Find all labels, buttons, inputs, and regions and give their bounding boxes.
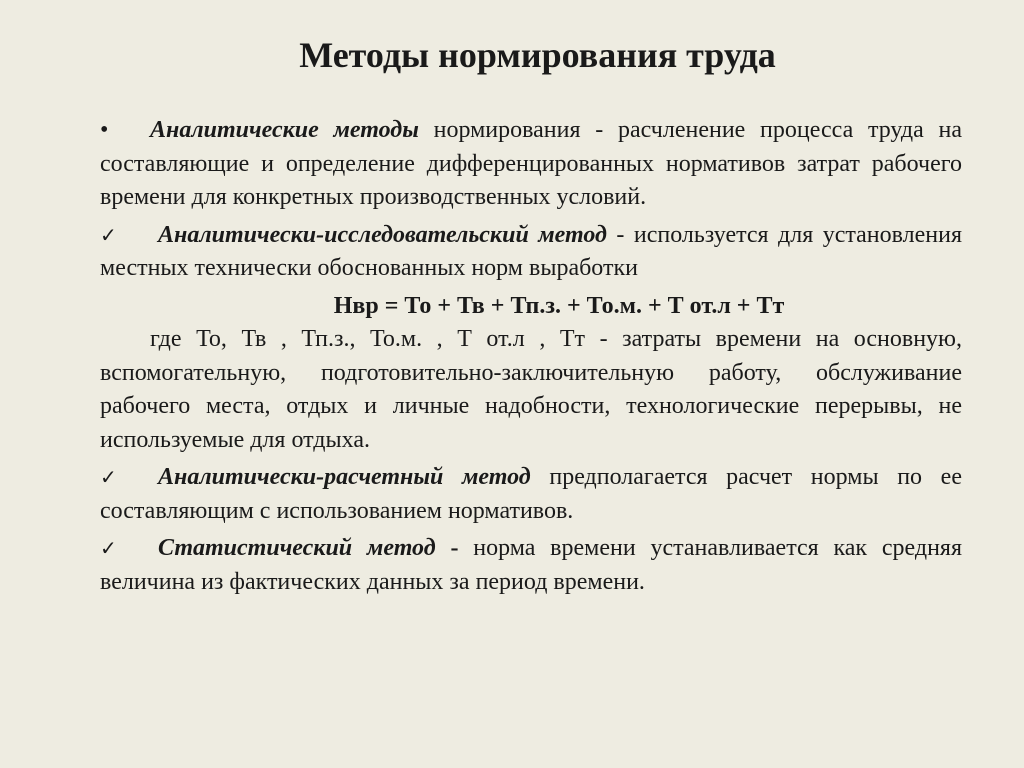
checkmark-icon: ✓ (100, 465, 117, 489)
checkmark-icon: ✓ (100, 536, 117, 560)
bullet-icon: • (100, 117, 109, 143)
paragraph-formula-legend (100, 323, 962, 457)
definition-analytical-methods: нормирования - расчленение процесса труда на составляющие и определение дифференцированных нормативов затрат рабочего времени для конкретных производственных условий. (100, 117, 962, 210)
dash-separator: - (435, 535, 459, 561)
checkmark-icon: ✓ (100, 222, 117, 247)
term-calculation-method: Аналитически-расчетный метод (158, 464, 531, 490)
formula-legend-text: где То, Тв , Тп.з., То.м. , Т от.л , Тт - затраты времени на основную, вспомогательную, подготовительно-заключительную работу, обслуживание рабочего места, отдых и личные надобности, технологические перерывы, не используемые для отдыха. (100, 326, 962, 453)
definition-research-method: - используется для установления местных технически обоснованных норм выработки (100, 221, 963, 281)
slide-content (100, 114, 962, 599)
paragraph-research-method (100, 219, 962, 286)
term-statistical-method: Статистический метод (158, 535, 436, 561)
paragraph-analytical-methods (100, 114, 962, 215)
definition-calculation-method: предполагается расчет нормы по ее составляющим с использованием нормативов. (100, 464, 962, 524)
definition-statistical-method: норма времени устанавливается как средняя величина из фактических данных за период времени. (100, 535, 962, 595)
paragraph-statistical-method (100, 532, 962, 599)
paragraph-calculation-method (100, 461, 962, 528)
term-research-method: Аналитически-исследовательский метод (158, 221, 607, 248)
term-analytical-methods: Аналитические методы (150, 117, 419, 143)
slide-title: Методы нормирования труда (299, 35, 776, 75)
norm-time-formula: Нвр = То + Тв + Тп.з. + То.м. + Т от.л + Тт (333, 292, 785, 319)
